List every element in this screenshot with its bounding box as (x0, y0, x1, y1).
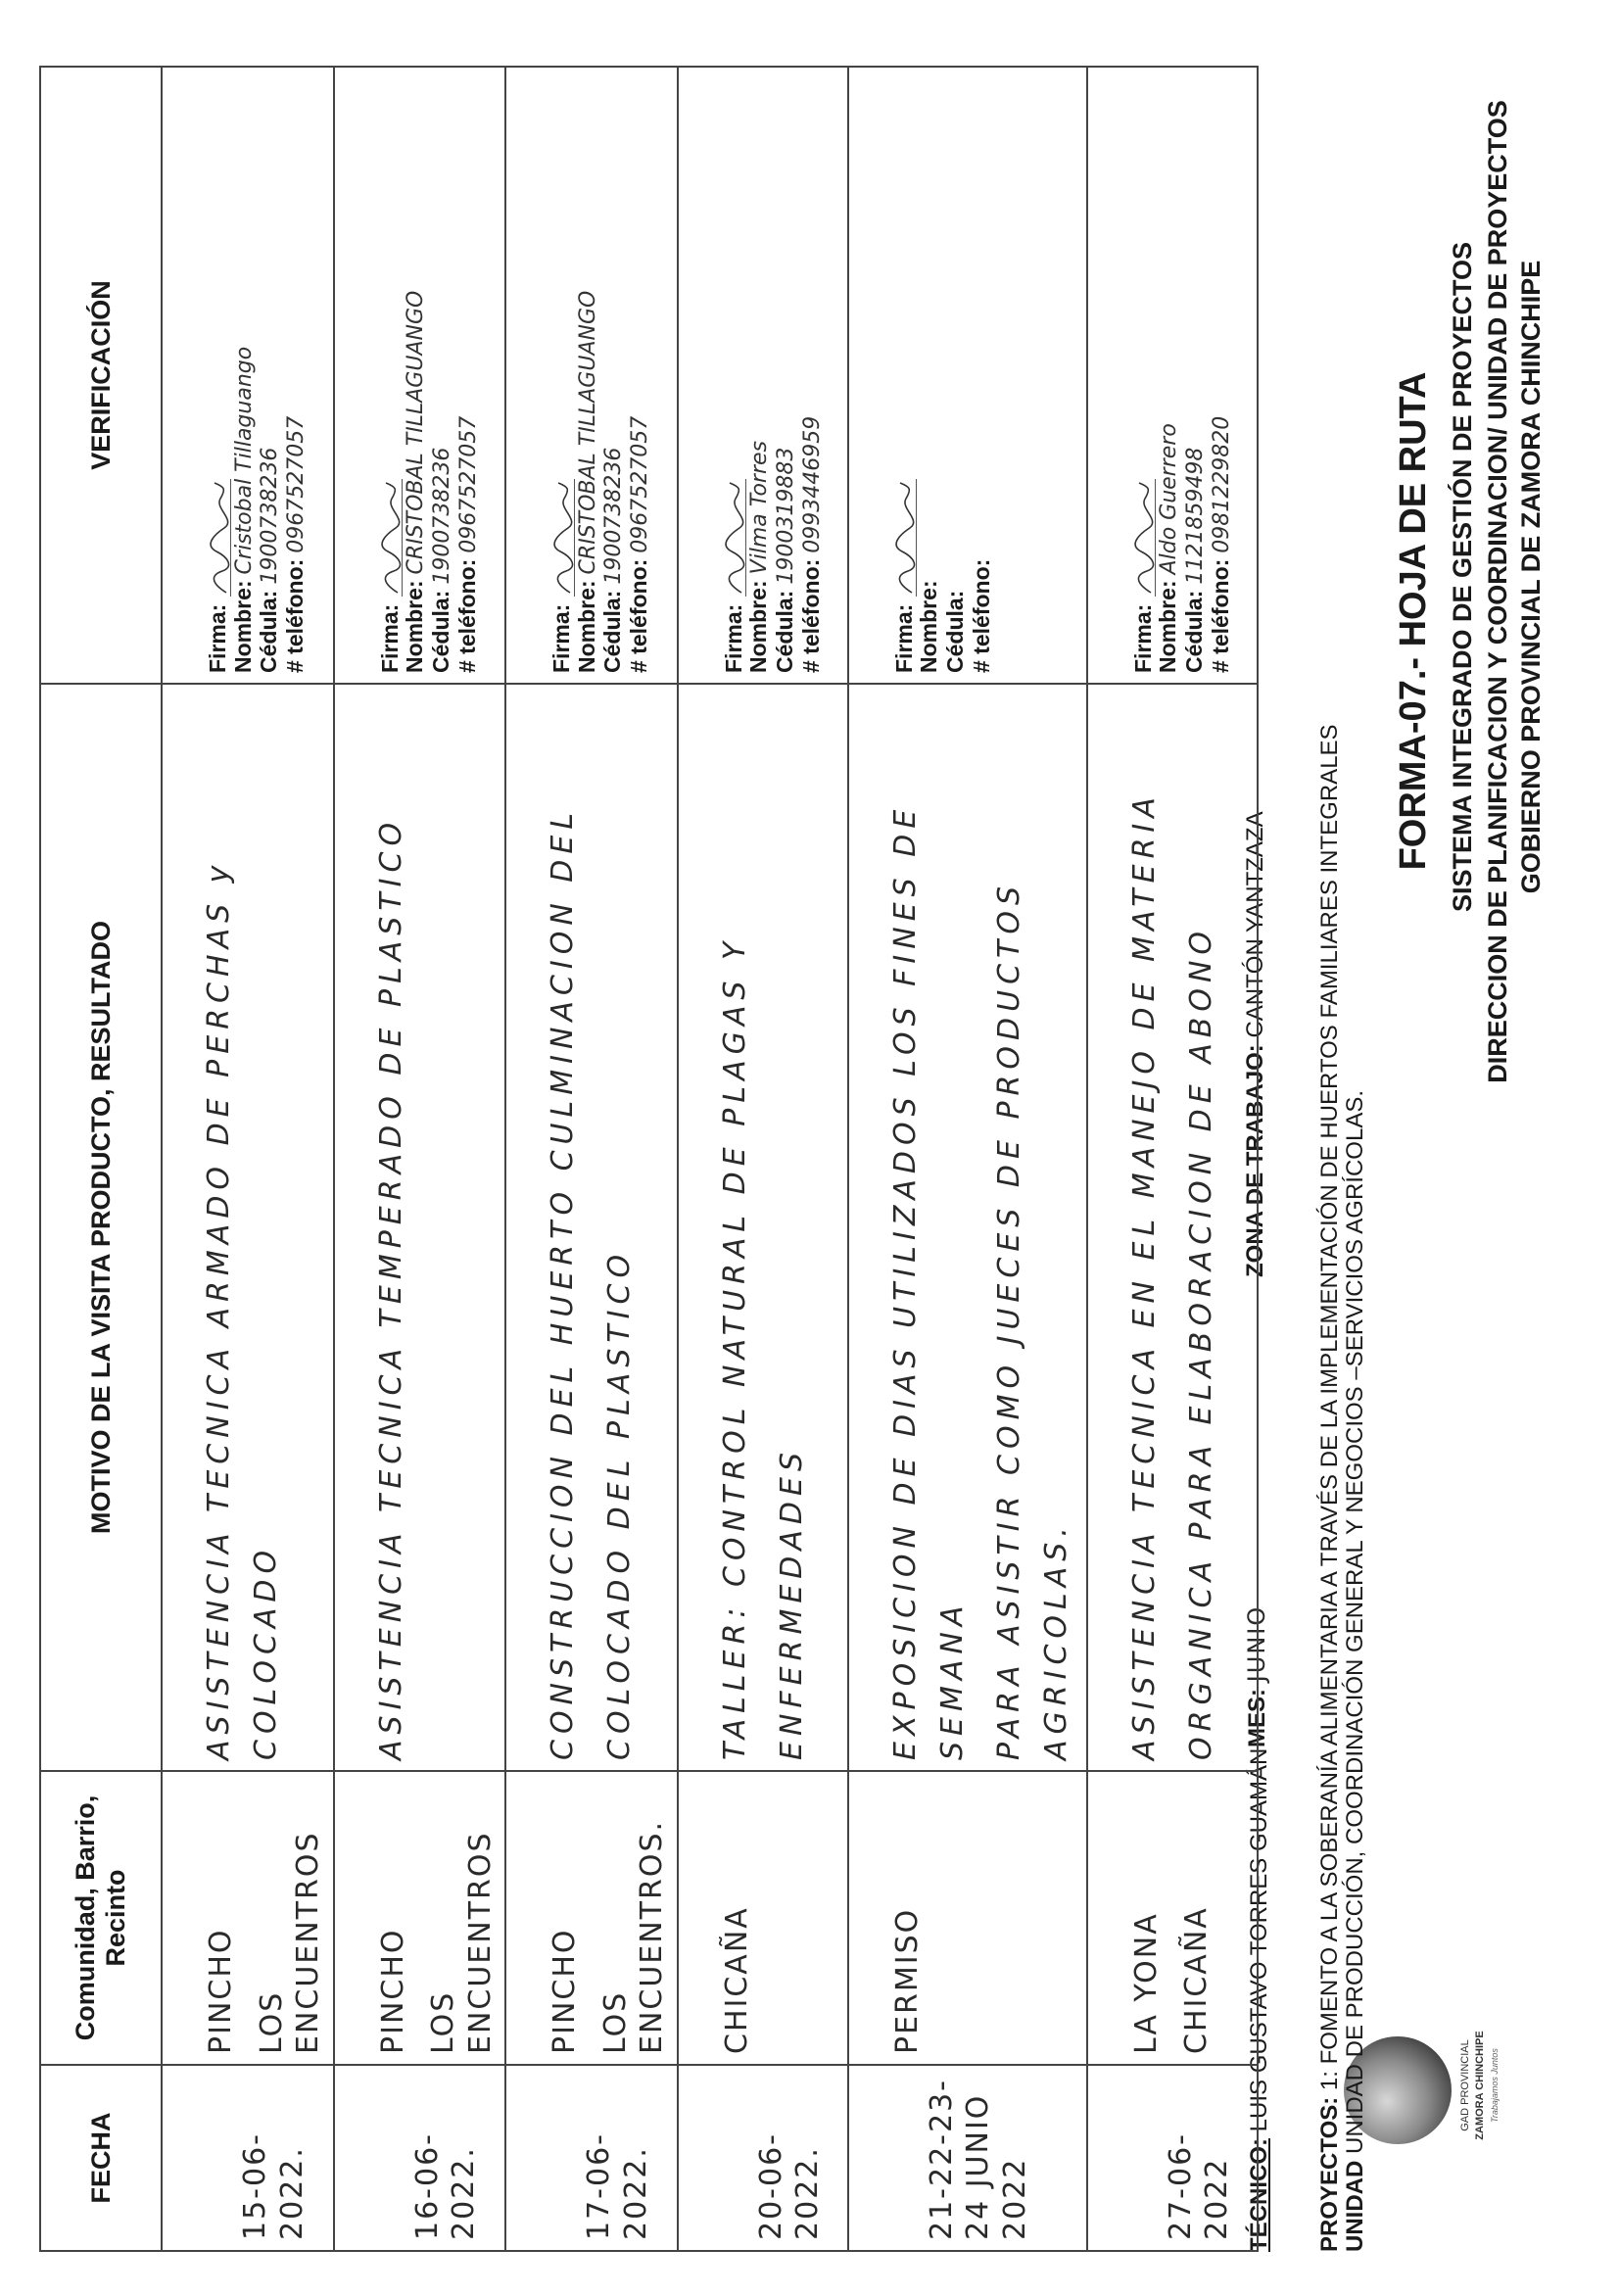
verif-cedula-label: Cédula: (1180, 590, 1207, 673)
comunidad-cell (162, 1771, 334, 2065)
verif-telefono-label: # teléfono: (968, 558, 994, 673)
motivo-line: ASISTENCIA TECNICA TEMPERADO DE PLASTICO (373, 816, 408, 1760)
table-row (505, 67, 678, 2251)
gad-logo (1344, 1968, 1540, 2203)
verif-telefono-line (627, 77, 653, 673)
fecha-cell (334, 2065, 506, 2251)
motivo-line: TALLER: CONTROL NATURAL DE PLAGAS Y (717, 935, 752, 1760)
fecha-value: 17-06-2022. (582, 2132, 653, 2240)
verificacion-cell (505, 67, 678, 684)
fecha-cell (505, 2065, 678, 2251)
header-line1: GOBIERNO PROVINCIAL DE ZAMORA CHINCHIPE (1516, 260, 1546, 894)
comunidad-cell (505, 1771, 678, 2065)
verif-telefono-value: 0967527057 (628, 415, 652, 553)
comunidad-line: PINCHO (375, 1928, 410, 2054)
verif-firma-line (206, 77, 231, 673)
proyectos-line (1316, 724, 1344, 2252)
verif-firma-label: Firma: (205, 603, 230, 673)
verif-cedula-label: Cédula: (256, 590, 282, 673)
mes-value: JUNIO (1243, 1604, 1270, 1683)
verif-cedula-label: Cédula: (427, 590, 453, 673)
motivo-line: PARA ASISTIR COMO JUECES DE PRODUCTOS AGRICOLAS. (991, 881, 1073, 1760)
verif-firma-label: Firma: (890, 603, 917, 673)
table-row (334, 67, 506, 2251)
col-motivo: MOTIVO DE LA VISITA PRODUCTO, RESULTADO (40, 684, 162, 1771)
verif-firma-line (549, 77, 575, 673)
verif-nombre-value: Aldo Guerrero (1157, 423, 1182, 575)
comunidad-cell (848, 1771, 1087, 2065)
form-title: FORMA-07.- HOJA DE RUTA (1393, 371, 1434, 871)
verif-cedula-line (1182, 77, 1209, 673)
verif-cedula-label: Cédula: (599, 590, 626, 673)
verif-cedula-line (943, 77, 970, 673)
table-row (678, 67, 848, 2251)
verif-nombre-line (231, 77, 258, 673)
verif-telefono-label: # teléfono: (282, 558, 308, 673)
motivo-line: ASISTENCIA TECNICA EN EL MANEJO DE MATERIA (1126, 791, 1162, 1760)
verif-cedula-value: 1900738236 (429, 447, 454, 585)
verif-nombre-line (575, 77, 601, 673)
col-fecha: FECHA (40, 2065, 162, 2251)
comunidad-line: LOS ENCUENTROS (426, 1831, 498, 2054)
fecha-cell (162, 2065, 334, 2251)
col-verificacion: VERIFICACIÓN (40, 67, 162, 684)
header-line3: SISTEMA INTEGRADO DE GESTIÓN DE PROYECTOS (1448, 241, 1477, 913)
table-row (848, 67, 1087, 2251)
verificacion-cell (1087, 67, 1258, 684)
verif-telefono-value: 0993446959 (799, 415, 825, 553)
zona-value: CANTÓN YANTZAZA (1242, 811, 1268, 1038)
signature-icon (209, 479, 231, 597)
table-row (162, 67, 334, 2251)
verif-cedula-value: 1900319883 (773, 447, 798, 585)
verificacion-cell (334, 67, 506, 684)
motivo-line: ORGANICA PARA ELABORACION DE ABONO (1183, 925, 1218, 1760)
verif-firma-line (1131, 77, 1157, 673)
logo-line3: Trabajamos Juntos (1490, 2048, 1500, 2123)
verif-cedula-value: 1900738236 (258, 447, 283, 585)
verif-firma-label: Firma: (720, 603, 746, 673)
verif-nombre-line (403, 77, 429, 673)
comunidad-cell (678, 1771, 848, 2065)
signature-icon (1133, 479, 1156, 597)
verif-nombre-value: CRISTOBAL TILLAGUANGO (404, 290, 429, 575)
comunidad-line: PINCHO (204, 1928, 238, 2054)
route-table (39, 66, 1259, 2252)
table-header-row (40, 67, 162, 2251)
verif-nombre-label: Nombre: (573, 580, 599, 673)
fecha-value: 16-06-2022. (409, 2132, 481, 2240)
comunidad-line: LOS ENCUENTROS. (597, 1819, 669, 2054)
comunidad-cell (1087, 1771, 1258, 2065)
verif-firma-line (892, 77, 918, 673)
verif-telefono-line (799, 77, 826, 673)
verif-telefono-line (455, 77, 482, 673)
verif-cedula-label: Cédula: (941, 590, 968, 673)
verif-cedula-value: 1121859498 (1182, 447, 1208, 585)
verif-cedula-line (257, 77, 283, 673)
comunidad-cell (334, 1771, 506, 2065)
motivo-cell (678, 684, 848, 1771)
motivo-line: ENFERMEDADES (774, 1446, 809, 1760)
table-body (162, 67, 1258, 2251)
verif-nombre-label: Nombre: (402, 580, 428, 673)
unidad-line (1342, 1090, 1369, 2252)
verif-telefono-line (283, 77, 310, 673)
proyectos-value: 1: FOMENTO A LA SOBERANÍA ALIMENTARIA A TRAVÉS DE LA IMPLEMENTACIÓN DE HUERTOS FAMILIARES INTEGRALES (1316, 724, 1343, 2091)
verif-telefono-line (970, 77, 996, 673)
zona-label: ZONA DE TRABAJO: (1242, 1044, 1268, 1277)
motivo-line: EXPOSICION DE DIAS UTILIZADOS LOS FINES DE SEMANA (887, 803, 970, 1760)
signature-icon (380, 479, 403, 597)
verif-firma-label: Firma: (376, 603, 403, 673)
verif-telefono-value: 0981229820 (1209, 415, 1234, 553)
logo-line1: GAD PROVINCIAL (1459, 2039, 1471, 2131)
unidad-value: UNIDAD DE PRODUCCIÓN, COORDINACIÓN GENERAL Y NEGOCIOS –SERVICIOS AGRÍCOLAS. (1342, 1090, 1368, 2154)
header-line2: DIRECCION DE PLANIFICACION Y COORDINACION/ UNIDAD DE PROYECTOS (1483, 100, 1512, 1083)
verif-firma-line (378, 77, 404, 673)
verif-nombre-line (917, 77, 943, 673)
fecha-cell (678, 2065, 848, 2251)
signature-icon (724, 479, 746, 597)
verif-firma-label: Firma: (548, 603, 574, 673)
verif-cedula-line (429, 77, 455, 673)
verif-cedula-line (773, 77, 799, 673)
verificacion-cell (162, 67, 334, 684)
verif-nombre-line (746, 77, 773, 673)
verif-cedula-value: 1900738236 (601, 447, 627, 585)
verif-nombre-label: Nombre: (229, 580, 256, 673)
comunidad-line: LA YONA (1128, 1912, 1164, 2054)
motivo-cell (848, 684, 1087, 1771)
comunidad-line: PINCHO (548, 1928, 582, 2054)
fecha-value: 15-06-2022. (238, 2132, 310, 2240)
verif-cedula-label: Cédula: (771, 590, 797, 673)
fecha-value: 21-22-23-24 JUNIO 2022 (924, 2079, 1032, 2240)
verif-telefono-label: # teléfono: (453, 558, 480, 673)
verif-nombre-value: Vilma Torres (747, 440, 773, 575)
verif-nombre-label: Nombre: (745, 580, 772, 673)
motivo-line: COLOCADO DEL PLASTICO (602, 1248, 637, 1760)
verif-cedula-line (600, 77, 627, 673)
verificacion-cell (848, 67, 1087, 684)
verif-nombre-label: Nombre: (916, 580, 942, 673)
motivo-line: CONSTRUCCION DEL HUERTO CULMINACION DEL (546, 806, 580, 1760)
logo-line2: ZAMORA CHINCHIPE (1474, 2031, 1486, 2140)
comunidad-line: LOS ENCUENTROS (254, 1831, 325, 2054)
verif-firma-label: Firma: (1129, 603, 1156, 673)
motivo-cell (505, 684, 678, 1771)
fecha-cell (848, 2065, 1087, 2251)
comunidad-line: PERMISO (889, 1907, 925, 2054)
mes-label: MES: (1244, 1689, 1270, 1747)
proyectos-label: PROYECTOS: (1316, 2096, 1343, 2252)
verif-nombre-label: Nombre: (1155, 580, 1181, 673)
signature-icon (894, 479, 917, 597)
verif-firma-line (722, 77, 747, 673)
tecnico-value: LUIS GUSTAVO TORRES GUAMÁN (1246, 1747, 1272, 2132)
comunidad-line: CHICAÑA (1179, 1906, 1214, 2054)
verif-telefono-line (1209, 77, 1235, 673)
verif-nombre-value: Cristobal Tillaguango (231, 346, 257, 575)
fecha-value: 20-06-2022. (753, 2132, 825, 2240)
col-comunidad: Comunidad, Barrio, Recinto (40, 1771, 162, 2065)
verificacion-cell (678, 67, 848, 684)
verif-telefono-label: # teléfono: (797, 558, 824, 673)
unidad-label: UNIDAD (1342, 2160, 1368, 2252)
verif-nombre-line (1156, 77, 1182, 673)
verif-telefono-value: 0967527057 (455, 415, 481, 553)
motivo-cell (162, 684, 334, 1771)
verif-telefono-label: # teléfono: (1207, 558, 1233, 673)
motivo-cell (334, 684, 506, 1771)
verif-telefono-value: 0967527057 (284, 415, 309, 553)
motivo-cell (1087, 684, 1258, 1771)
tecnico-label: TÉCNICO: (1246, 2138, 1272, 2252)
motivo-line: ASISTENCIA TECNICA ARMADO DE PERCHAS y COLOCADO (202, 859, 283, 1760)
verif-nombre-value: CRISTOBAL TILLAGUANGO (575, 290, 600, 575)
signature-icon (552, 479, 575, 597)
comunidad-line: CHICAÑA (719, 1906, 754, 2054)
fecha-value: 27-06-2022 (1163, 2132, 1234, 2240)
table-row (1087, 67, 1258, 2251)
fecha-cell (1087, 2065, 1258, 2251)
verif-telefono-label: # teléfono: (626, 558, 651, 673)
